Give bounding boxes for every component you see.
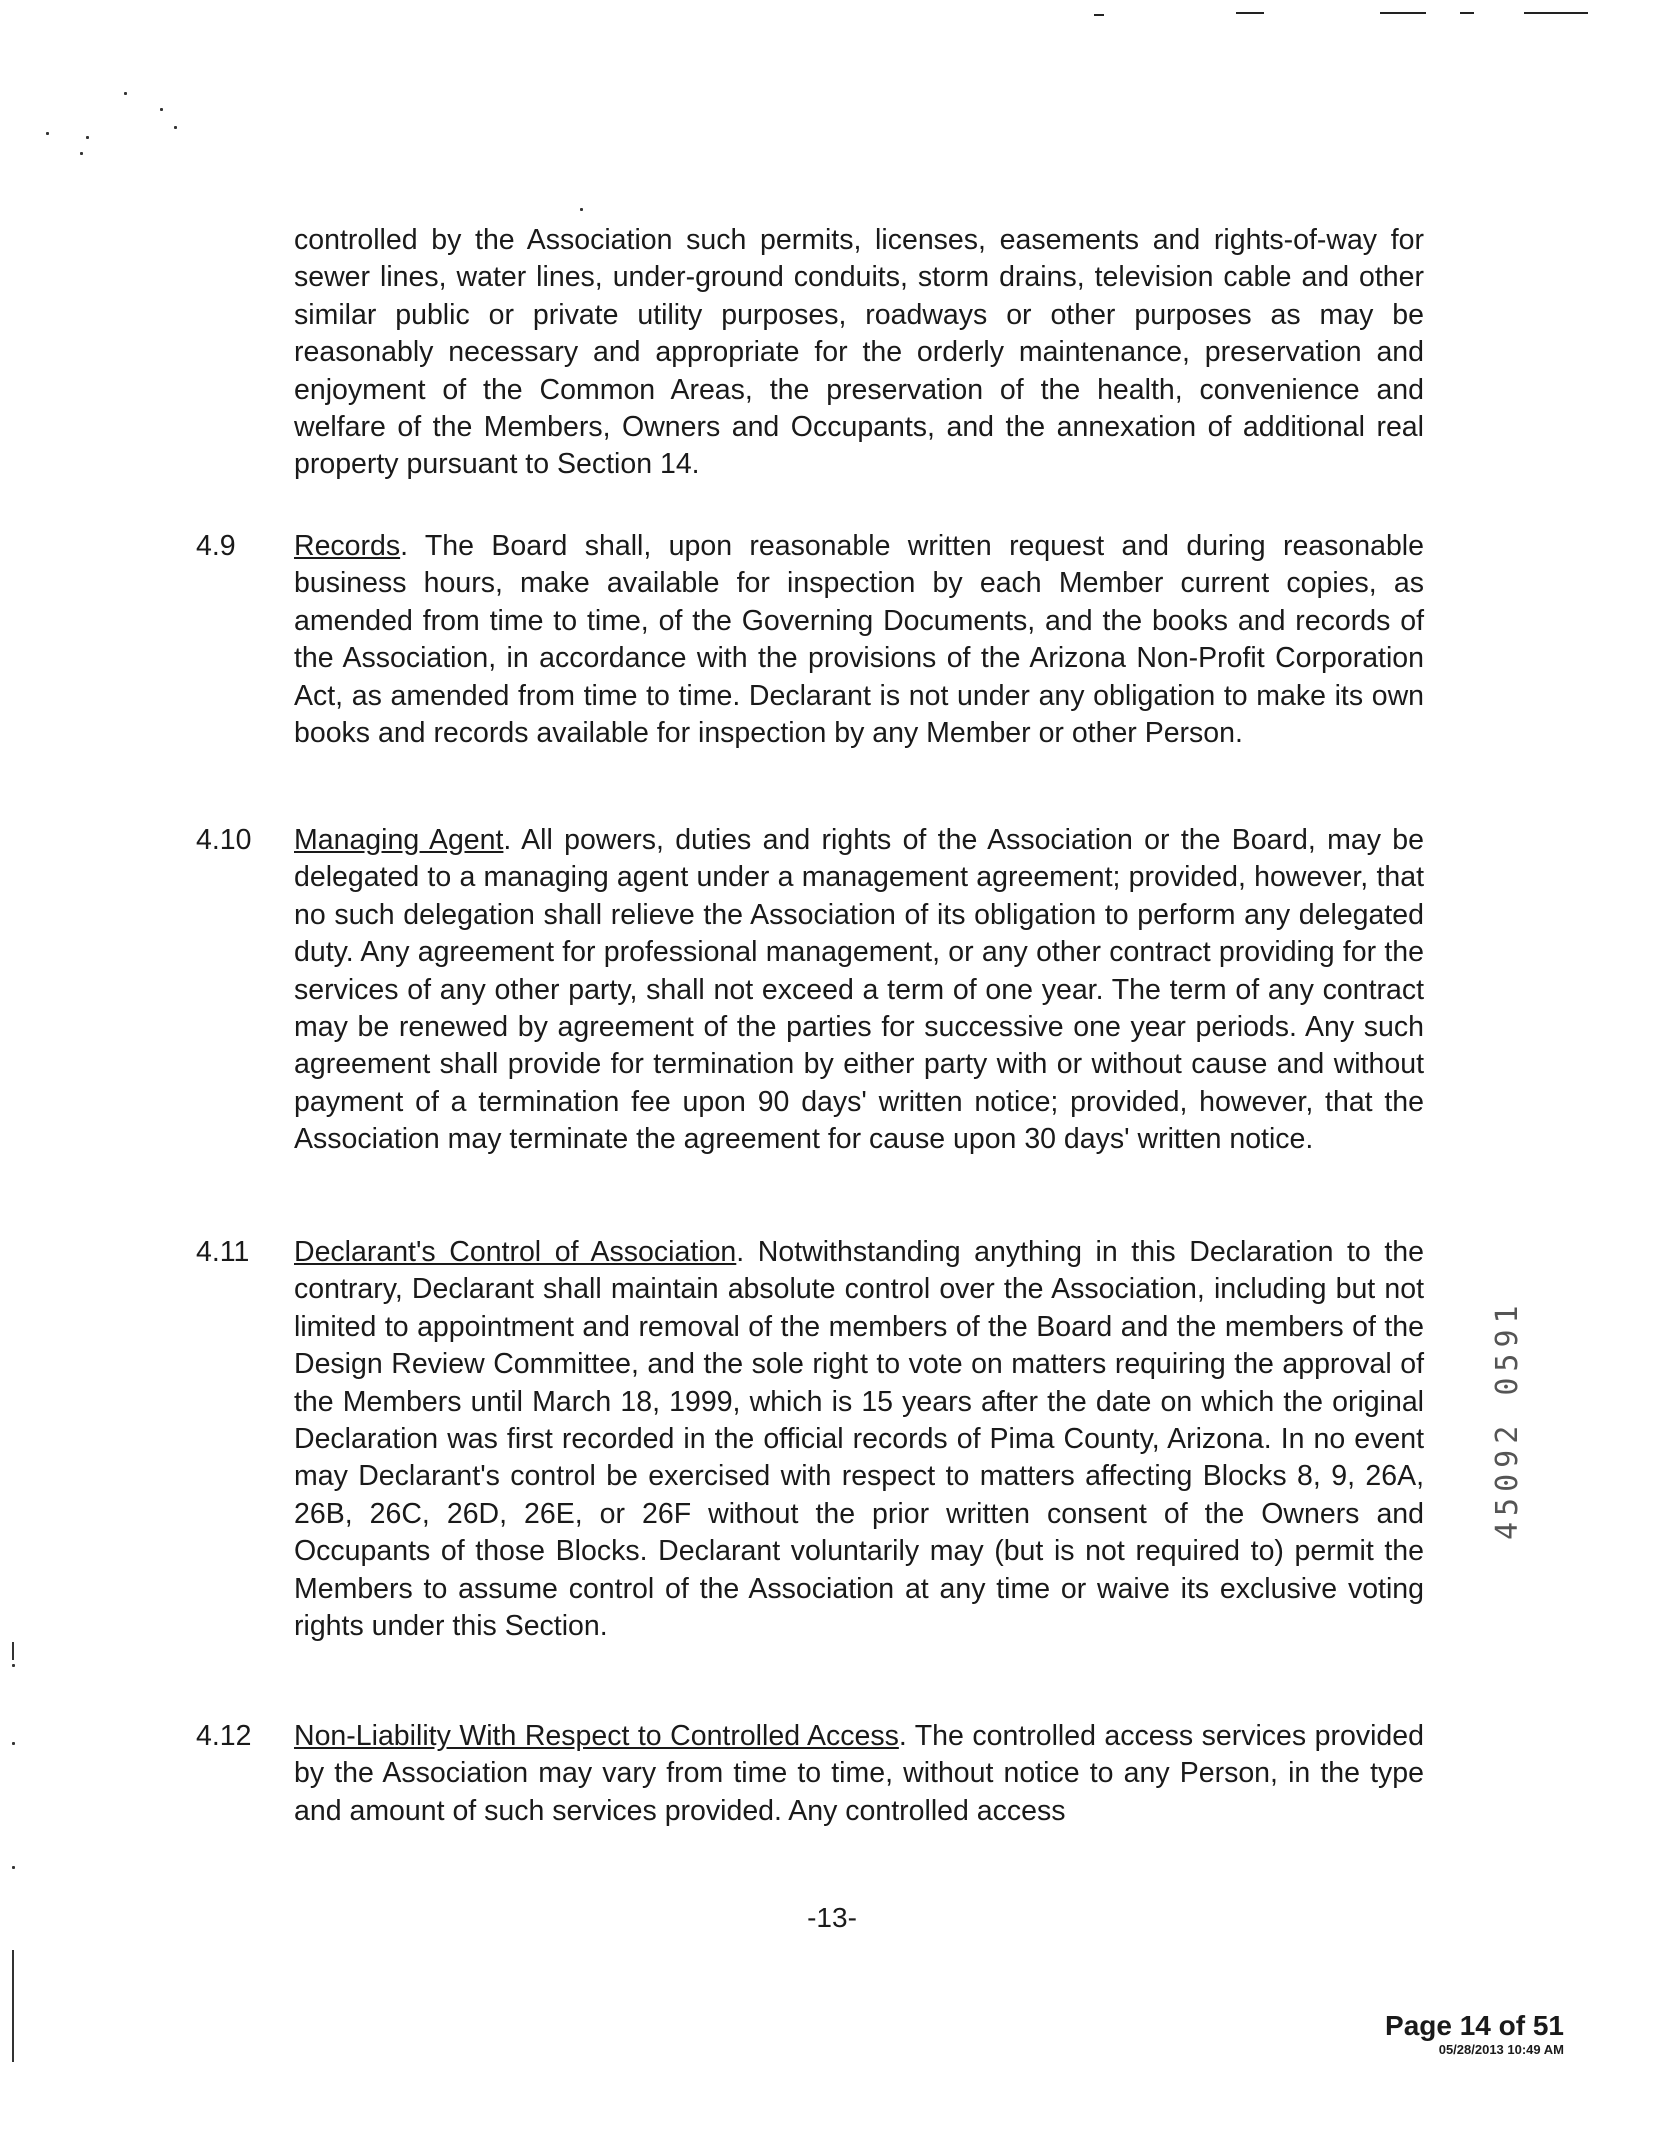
top-rule	[1094, 14, 1104, 16]
page-folio: -13-	[807, 1902, 857, 1933]
section-heading: Non-Liability With Respect to Controlled Access	[294, 1720, 899, 1752]
section-number: 4.12	[196, 1720, 252, 1752]
section-heading: Records	[294, 530, 401, 562]
section-body	[294, 822, 1424, 1159]
top-rule	[1460, 12, 1474, 14]
scan-speck	[12, 1664, 15, 1667]
continuation-paragraph: controlled by the Association such permits, licenses, easements and rights-of-way for sewer lines, water lines, under-ground conduits, storm drains, television cable and other similar public or private utility purposes, roadways or other purposes as may be reasonably necessary and appropriate for the orderly maintenance, preservation and enjoyment of the Common Areas, the preservation of the health, convenience and welfare of the Members, Owners and Occupants, and the annexation of additional real property pursuant to Section 14.	[294, 224, 1424, 481]
section-body	[294, 528, 1424, 752]
section-body	[294, 1718, 1424, 1830]
scan-speck	[580, 208, 583, 211]
scan-speck	[86, 136, 89, 139]
scan-speck	[160, 108, 163, 111]
left-edge-mark	[12, 1950, 14, 2062]
section-number: 4.9	[196, 530, 236, 562]
scan-speck	[80, 152, 83, 155]
section-heading: Declarant's Control of Association	[294, 1236, 737, 1268]
section-text: . The controlled access services provided by the Association may vary from time to time, without notice to any Person, in the type and amount of such services provided. Any controlled access	[294, 1720, 1424, 1827]
section-text: . Notwithstanding anything in this Declaration to the contrary, Declarant shall maintain absolute control over the Association, including but not limited to appointment and removal of the members of the Board and the members of the Design Review Committee, and the sole right to vote on matters requiring the approval of the Members until March 18, 1999, which is 15 years after the date on which the original Declaration was first recorded in the official records of Pima County, Arizona. In no event may Declarant's control be exercised with respect to matters affecting Blocks 8, 9, 26A, 26B, 26C, 26D, 26E, or 26F without the prior written consent of the Owners and Occupants of those Blocks. Declarant voluntarily may (but is not required to) permit the Members to assume control of the Association at any time or waive its exclusive voting rights under this Section.	[294, 1236, 1424, 1643]
top-rule	[1236, 12, 1264, 14]
scan-speck	[12, 1866, 15, 1869]
recording-number: 45092 0591	[1490, 1299, 1525, 1540]
left-edge-mark	[12, 1642, 14, 1660]
page-stamp	[1385, 2010, 1564, 2058]
scan-speck	[124, 92, 127, 95]
top-rule	[1524, 12, 1588, 14]
scan-speck	[46, 132, 49, 135]
section-number: 4.10	[196, 824, 252, 856]
stamp-date: 05/28/2013 10:49 AM	[1438, 2042, 1564, 2057]
section-body	[294, 1234, 1424, 1645]
top-rule	[1380, 12, 1426, 14]
page-count: Page 14 of 51	[1385, 2010, 1564, 2041]
section-heading: Managing Agent	[294, 824, 504, 856]
scan-speck	[174, 126, 177, 129]
scan-speck	[12, 1742, 15, 1745]
section-number: 4.11	[196, 1236, 250, 1268]
section-text: . The Board shall, upon reasonable written request and during reasonable business hours, make available for inspection by each Member current copies, as amended from time to time, of the Governing Documents, and the books and records of the Association, in accordance with the provisions of the Arizona Non-Profit Corporation Act, as amended from time to time. Declarant is not under any obligation to make its own books and records available for inspection by any Member or other Person.	[294, 530, 1424, 750]
section-text: . All powers, duties and rights of the Association or the Board, may be delegated to a managing agent under a management agreement; provided, however, that no such delegation shall relieve the Association of its obligation to perform any delegated duty. Any agreement for professional management, or any other contract providing for the services of any other party, shall not exceed a term of one year. The term of any contract may be renewed by agreement of the parties for successive one year periods. Any such agreement shall provide for termination by either party with or without cause and without payment of a termination fee upon 90 days' written notice; provided, however, that the Association may terminate the agreement for cause upon 30 days' written notice.	[294, 824, 1424, 1156]
